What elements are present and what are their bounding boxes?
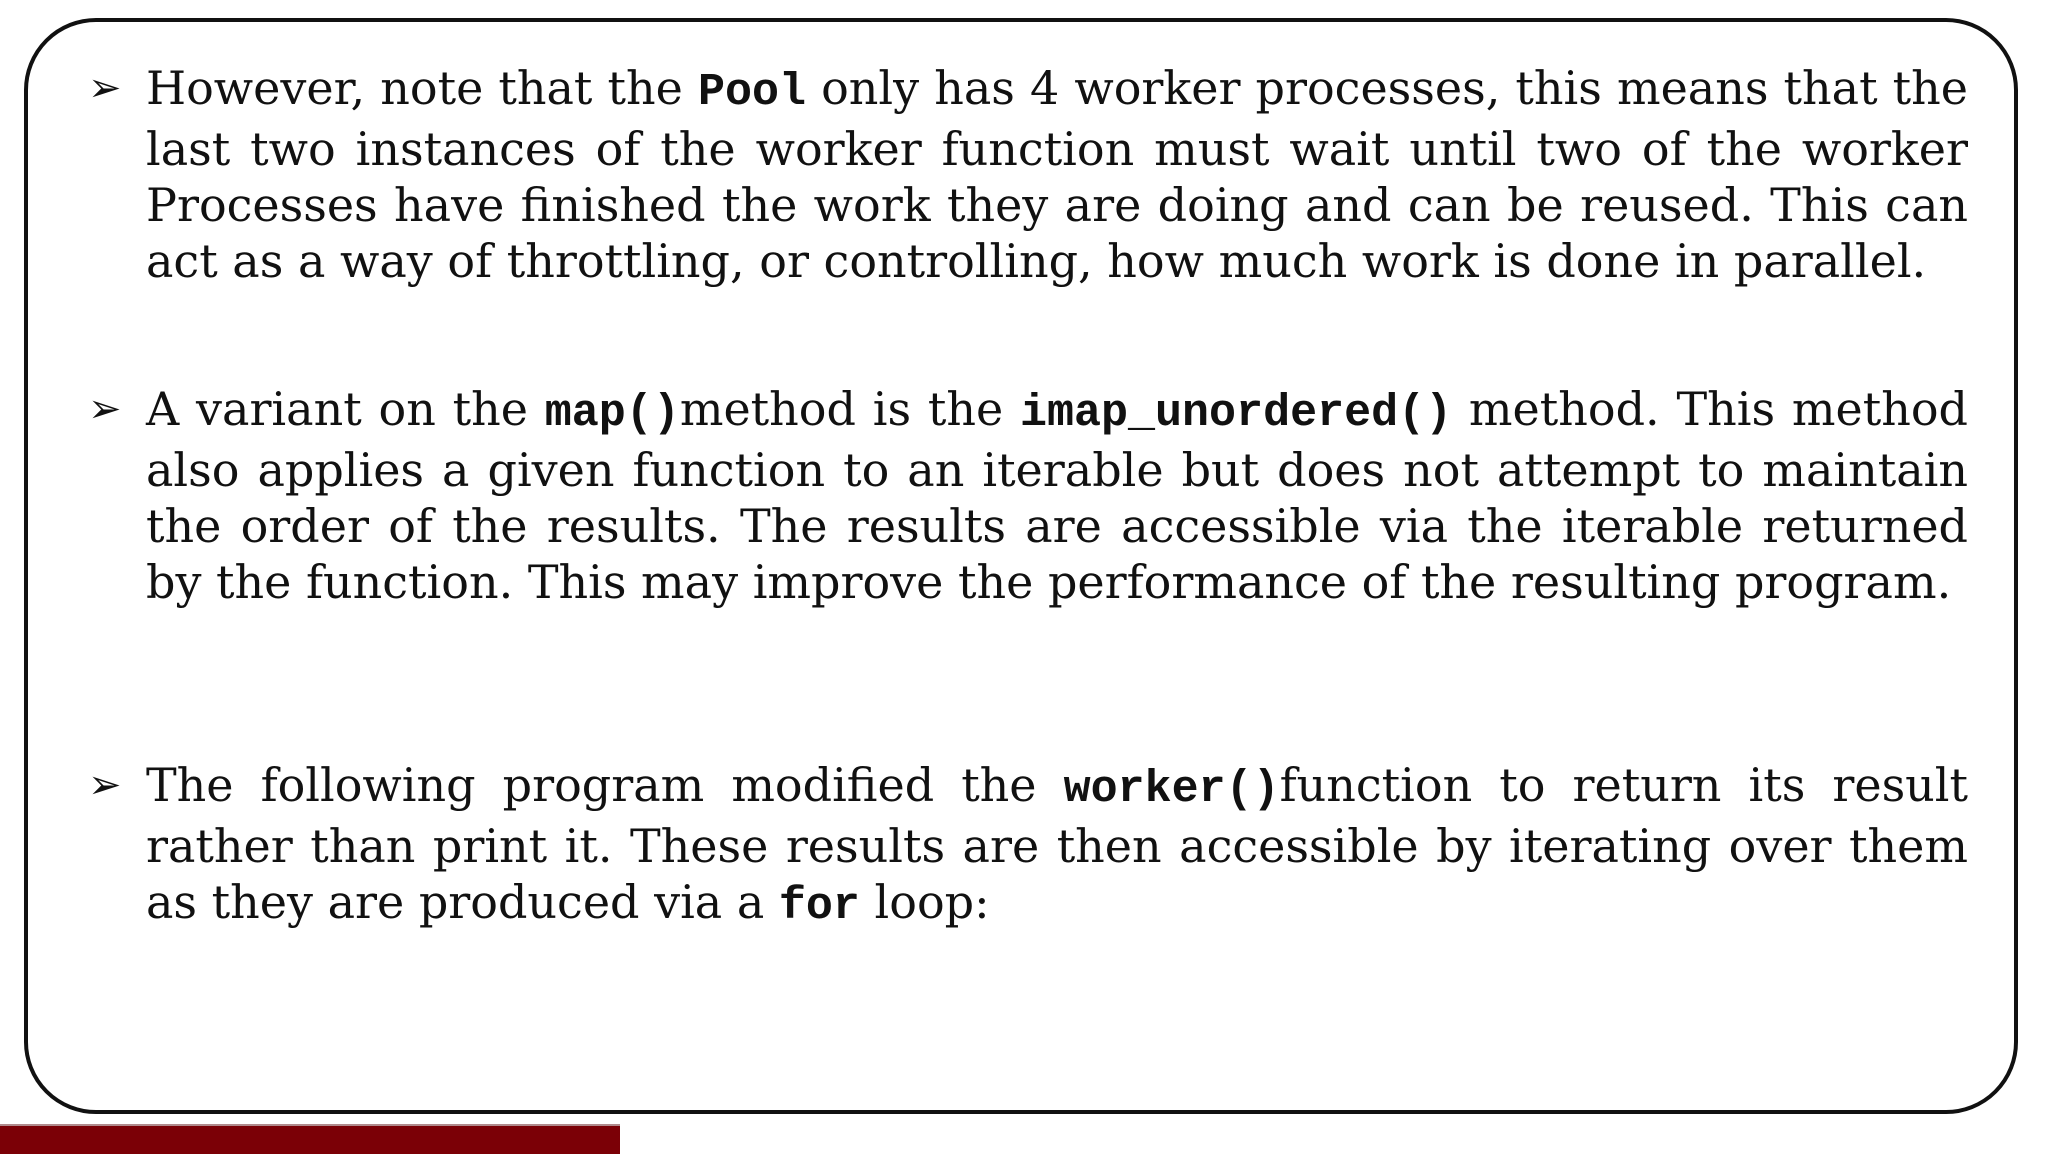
code-for: for [778,881,860,932]
bullet-arrow-icon: ➢ [88,386,122,432]
bullet-text: A variant on the map()method is the imap_unordered() method. This method also applies a given function to an iterable but does not attempt to maintain the order of the results. The results are accessible via the iterable returned by the function. This may improve the performance of the resulting program. [146,382,1968,609]
code-worker: worker() [1063,764,1280,815]
code-imap-unordered: imap_unordered() [1020,388,1453,439]
code-pool: Pool [697,67,806,118]
bullet-text: The following program modified the worker()function to return its result rather than print it. These results are then accessible by iterating over them as they are produced via a for loop: [146,758,1968,932]
bullet-text: However, note that the Pool only has 4 worker processes, this means that the last two instances of the worker function must wait until two of the worker Processes have finished the work they are doing and can be reused. This can act as a way of throttling, or controlling, how much work is done in parallel. [146,61,1969,288]
footer-color-bar [0,1124,620,1154]
code-map: map() [544,388,680,439]
bullet-arrow-icon: ➢ [88,65,122,111]
bullet-arrow-icon: ➢ [88,762,122,808]
